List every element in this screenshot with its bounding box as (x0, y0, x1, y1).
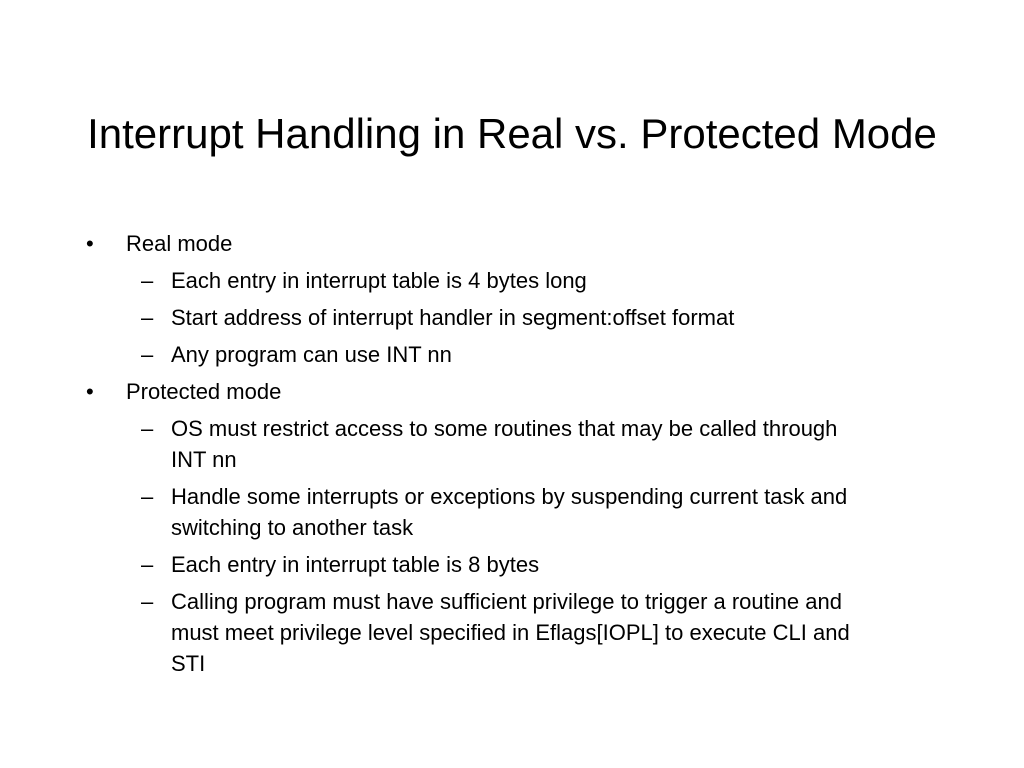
sub-item-text: Calling program must have sufficient privilege to trigger a routine and must meet privilege level specified in Eflags[IOPL] to execute CLI and STI (171, 589, 850, 676)
dash-marker: – (141, 589, 154, 614)
sub-item-text: Each entry in interrupt table is 4 bytes long (171, 268, 587, 293)
dash-marker: – (141, 552, 154, 577)
sub-item-text: OS must restrict access to some routines that may be called through INT nn (171, 416, 838, 472)
bullet-protected-mode (86, 376, 946, 679)
bullet-list (86, 228, 946, 685)
sub-item (131, 549, 871, 580)
sub-item-text: Each entry in interrupt table is 8 bytes (171, 552, 540, 577)
bullet-real-mode (86, 228, 946, 370)
sub-list-real-mode (131, 265, 946, 370)
dash-marker: – (141, 484, 154, 509)
sub-list-protected-mode (131, 413, 946, 679)
sub-item (131, 413, 871, 475)
dash-marker: – (141, 305, 154, 330)
sub-item (131, 586, 871, 679)
bullet-text: Protected mode (126, 379, 282, 404)
sub-item (131, 302, 871, 333)
dash-marker: – (141, 416, 154, 441)
sub-item-text: Start address of interrupt handler in segment:offset format (171, 305, 735, 330)
bullet-marker: • (86, 379, 94, 404)
bullet-text: Real mode (126, 231, 233, 256)
bullet-marker: • (86, 231, 94, 256)
sub-item-text: Any program can use INT nn (171, 342, 452, 367)
dash-marker: – (141, 268, 154, 293)
sub-item-text: Handle some interrupts or exceptions by suspending current task and switching to another task (171, 484, 848, 540)
slide-title: Interrupt Handling in Real vs. Protected Mode (87, 110, 937, 157)
sub-item (131, 481, 871, 543)
sub-item (131, 265, 871, 296)
dash-marker: – (141, 342, 154, 367)
sub-item (131, 339, 871, 370)
